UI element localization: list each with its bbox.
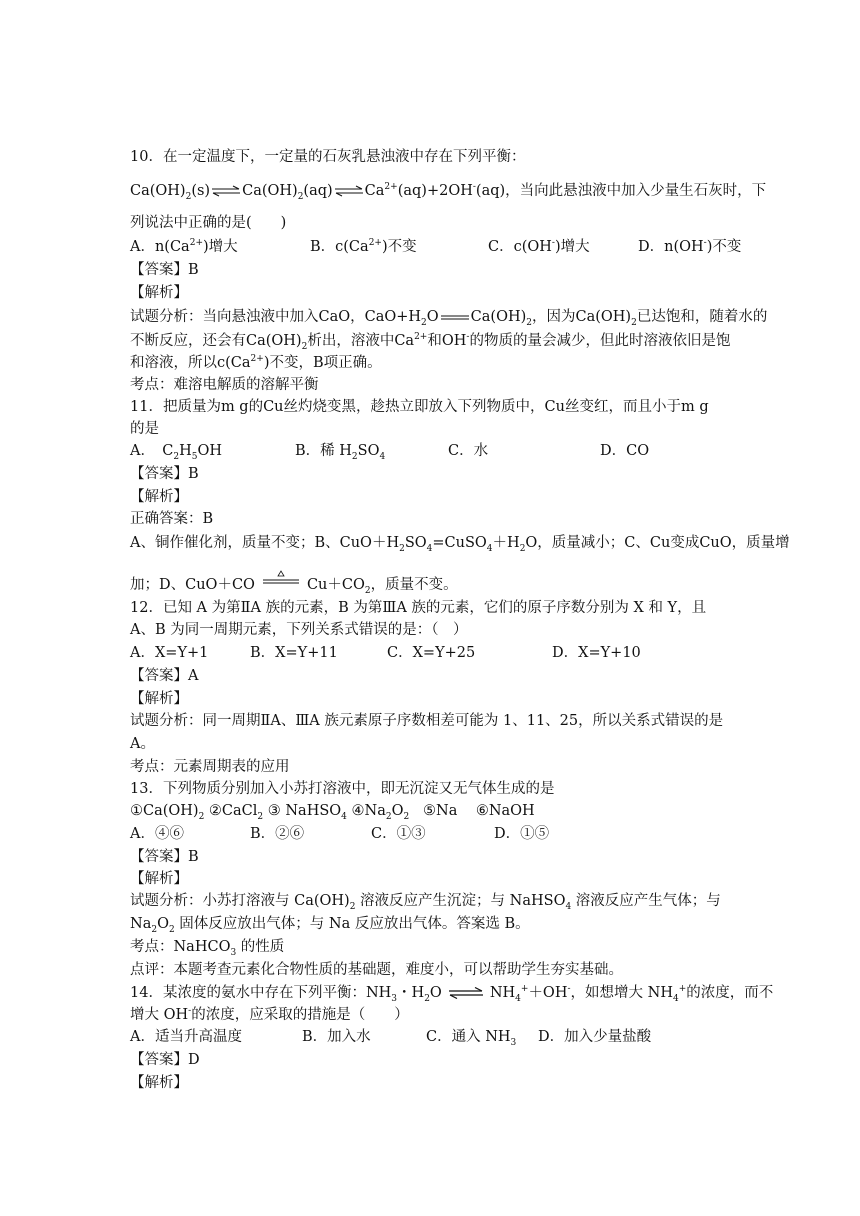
q13-option-c: C．①③ bbox=[371, 826, 426, 842]
q12-point: 考点：元素周期表的应用 bbox=[130, 759, 290, 775]
q11-stem2: 的是 bbox=[130, 421, 159, 437]
q13-point bbox=[130, 936, 284, 958]
q13-point-pre: 考点：NaHCO bbox=[130, 939, 231, 955]
q13-items bbox=[130, 800, 535, 822]
q10-a1-pre: 试题分析：当向悬浊液中加入CaO，CaO+H bbox=[130, 309, 422, 325]
q13-a1-sub: 2 bbox=[349, 901, 356, 912]
q10-a3-end: )不变，B项正确。 bbox=[263, 355, 382, 371]
q11-a2-pre: 加；D、CuO＋CO bbox=[130, 577, 255, 593]
q13-a1-end: 溶液反应产生气体；与 bbox=[571, 893, 721, 909]
q11-a2-end: ，质量不变。 bbox=[370, 577, 458, 593]
q12-analysis-line1: 试题分析：同一周期ⅡA、ⅢA 族元素原子序数相差可能为 1、11、25，所以关系式错误的是 bbox=[130, 713, 724, 729]
q10-analysis-line2 bbox=[130, 330, 730, 352]
q11-option-d: D．CO bbox=[600, 443, 650, 459]
q10-opt-a-pre: A．n(Ca bbox=[130, 239, 190, 255]
q14-stem-sub: 3 bbox=[391, 993, 398, 1004]
q11-analysis-head: 【解析】 bbox=[130, 489, 188, 505]
q14-stem2-sup: - bbox=[188, 1006, 192, 1017]
q11-stem1: 11．把质量为m g的Cu丝灼烧变黑，趁热立即放入下列物质中，Cu丝变红，而且小于m g bbox=[130, 399, 709, 415]
q13-a2-end: 固体反应放出气体；与 Na 反应放出气体。答案选 B。 bbox=[174, 916, 530, 932]
q11-a1-mid: SO bbox=[404, 535, 427, 551]
q13-item-1: ①Ca(OH) bbox=[130, 803, 199, 819]
q13-point-end: 的性质 bbox=[236, 939, 285, 955]
q10-a1-sub2: 2 bbox=[526, 317, 532, 328]
q14-option-d: D．加入少量盐酸 bbox=[538, 1029, 652, 1045]
q10-opt-b-sup: 2+ bbox=[368, 238, 382, 249]
q11-option-a bbox=[130, 440, 222, 462]
q11-answer: 【答案】B bbox=[130, 466, 199, 482]
q14-stem-mid5: ，如想增大 NH bbox=[570, 985, 673, 1001]
q10-analysis-line1 bbox=[130, 306, 767, 328]
q10-eq-b: Ca(OH) bbox=[242, 183, 298, 199]
q11-opt-a-pre: A． C bbox=[130, 443, 174, 459]
q13-option-b: B．②⑥ bbox=[250, 826, 305, 842]
q13-a1-sub2: 4 bbox=[565, 901, 572, 912]
q11-a1-sub4: 2 bbox=[519, 543, 526, 554]
q10-eq-c: Ca bbox=[364, 183, 385, 199]
q13-analysis-line1 bbox=[130, 890, 721, 912]
q11-a1-sub: 2 bbox=[399, 543, 405, 554]
q10-opt-c-sup: - bbox=[551, 238, 555, 249]
q10-stem2-text: 列说法中正确的是( ) bbox=[130, 215, 287, 231]
q14-option-c bbox=[426, 1026, 516, 1048]
q10-a1-end: 已达饱和，随着水的 bbox=[636, 309, 768, 325]
q13-a2-sub2: 2 bbox=[168, 924, 175, 935]
q10-option-a bbox=[130, 236, 238, 258]
q14-stem1 bbox=[130, 982, 773, 1004]
q14-stem-mid2: O bbox=[429, 985, 442, 1001]
q10-opt-a-post: )增大 bbox=[203, 239, 238, 255]
q10-option-d bbox=[638, 236, 741, 258]
q13-option-a: A．④⑥ bbox=[130, 826, 184, 842]
q14-option-b: B．加入水 bbox=[302, 1029, 371, 1045]
q14-stem-sup4: - bbox=[567, 984, 571, 995]
q14-opt-c-sub: 3 bbox=[510, 1037, 517, 1048]
q13-item-4-sub: 2 bbox=[385, 811, 392, 822]
q10-a2-sup2: - bbox=[466, 332, 470, 343]
q13-comment: 点评：本题考查元素化合物性质的基础题，难度小，可以帮助学生夯实基础。 bbox=[130, 962, 623, 978]
q10-eq-c-sup: 2+ bbox=[384, 182, 398, 193]
q10-eq-a: Ca(OH) bbox=[130, 183, 186, 199]
q11-correct: 正确答案：B bbox=[130, 511, 214, 527]
q12-option-b: B．X=Y+11 bbox=[250, 645, 338, 661]
q11-a1-pre: A、铜作催化剂，质量不变；B、CuO＋H bbox=[130, 535, 400, 551]
q13-a1-pre: 试题分析：小苏打溶液与 Ca(OH) bbox=[130, 893, 350, 909]
q13-item-5-6: ⑤Na ⑥NaOH bbox=[409, 803, 535, 819]
q14-stem-end: 的浓度，而不 bbox=[686, 985, 774, 1001]
q10-eq-b-state: (aq) bbox=[303, 183, 333, 199]
q11-opt-a-sub2: 5 bbox=[191, 451, 198, 462]
q14-stem2-pre: 增大 OH bbox=[130, 1007, 189, 1023]
q11-opt-a-sub: 2 bbox=[173, 451, 180, 462]
q13-answer: 【答案】B bbox=[130, 849, 199, 865]
q13-a2-pre: Na bbox=[130, 916, 152, 932]
q11-a2-sub: 2 bbox=[364, 585, 371, 596]
q14-stem-mid3: NH bbox=[489, 985, 516, 1001]
q14-stem-pre: 14．某浓度的氨水中存在下列平衡：NH bbox=[130, 985, 392, 1001]
reaction-equals-icon bbox=[440, 311, 470, 323]
equilibrium-arrow-icon bbox=[211, 185, 241, 197]
q10-a1-tail: ，因为Ca(OH) bbox=[532, 309, 632, 325]
q13-item-2: ②CaCl bbox=[204, 803, 258, 819]
q10-opt-c-post: )增大 bbox=[554, 239, 590, 255]
q13-a1-mid: 溶液反应产生沉淀；与 NaHSO bbox=[355, 893, 566, 909]
q11-opt-a-mid: H bbox=[179, 443, 192, 459]
q10-eq-c-rest: (aq)+2OH bbox=[397, 183, 473, 199]
q13-option-d: D．①⑤ bbox=[494, 826, 550, 842]
q12-answer: 【答案】A bbox=[130, 668, 199, 684]
q14-stem2 bbox=[130, 1004, 409, 1026]
q11-a1-mid2: =CuSO bbox=[432, 535, 487, 551]
q12-option-c: C．X=Y+25 bbox=[387, 645, 476, 661]
q11-opt-b-sub: 2 bbox=[351, 451, 358, 462]
q13-analysis-line2 bbox=[130, 913, 530, 935]
q10-a2-mid: 析出，溶液中Ca bbox=[307, 333, 415, 349]
q14-opt-c-pre: C．通入 NH bbox=[426, 1029, 511, 1045]
q14-answer: 【答案】D bbox=[130, 1052, 200, 1068]
q10-stem bbox=[130, 146, 525, 168]
q10-opt-d-pre: D．n(OH bbox=[638, 239, 704, 255]
q14-stem-sub5: 4 bbox=[672, 993, 679, 1004]
q11-a1-sub2: 4 bbox=[426, 543, 433, 554]
q10-a3-pre: 和溶液，所以c(Ca bbox=[130, 355, 251, 371]
q12-stem1: 12．已知 A 为第ⅡA 族的元素，B 为第ⅢA 族的元素，它们的原子序数分别为 X 和 Y，且 bbox=[130, 600, 707, 616]
q10-a2-sub: 2 bbox=[301, 341, 308, 352]
q12-option-d: D．X=Y+10 bbox=[552, 645, 641, 661]
q13-item-3: ③ NaHSO bbox=[263, 803, 342, 819]
q11-a1-mid3: ＋H bbox=[492, 535, 520, 551]
q10-opt-c-pre: C．c(OH bbox=[488, 239, 552, 255]
q14-analysis-head: 【解析】 bbox=[130, 1075, 188, 1091]
q11-analysis-line2 bbox=[130, 574, 458, 596]
q12-stem2: A、B 为同一周期元素，下列关系式错误的是：（ ） bbox=[130, 622, 468, 638]
q10-equation bbox=[130, 180, 766, 202]
q10-answer: 【答案】B bbox=[130, 262, 199, 278]
q10-a2-sup: 2+ bbox=[414, 332, 428, 343]
q10-eq-b-sub: 2 bbox=[297, 191, 304, 202]
q12-option-a: A．X=Y+1 bbox=[130, 645, 209, 661]
q10-stem2 bbox=[130, 212, 286, 234]
q10-opt-b-pre: B．c(Ca bbox=[310, 239, 369, 255]
q13-item-4: ④Na bbox=[346, 803, 386, 819]
q10-eq-c-sup2: - bbox=[472, 182, 476, 193]
q10-a1-sub3: 2 bbox=[631, 317, 637, 328]
q10-a2-pre: 不断反应，还会有Ca(OH) bbox=[130, 333, 302, 349]
q10-a2-end: 的物质的量会减少，但此时溶液依旧是饱 bbox=[469, 333, 731, 349]
q14-stem-mid: ・H bbox=[397, 985, 425, 1001]
equilibrium-arrow-icon bbox=[334, 185, 364, 197]
q10-eq-a-sub: 2 bbox=[185, 191, 192, 202]
q14-stem-sup3: + bbox=[520, 984, 529, 995]
q13-analysis-head: 【解析】 bbox=[130, 871, 188, 887]
q10-analysis-line3 bbox=[130, 352, 382, 374]
q11-option-c: C．水 bbox=[448, 443, 489, 459]
q10-stem-text: 10．在一定温度下，一定量的石灰乳悬浊液中存在下列平衡： bbox=[130, 149, 526, 165]
q13-item-4-mid: O bbox=[391, 803, 404, 819]
heat-arrow-icon bbox=[261, 577, 301, 593]
q13-item-3-sub: 4 bbox=[341, 811, 347, 822]
q11-analysis-line1 bbox=[130, 532, 790, 554]
q11-a1-sub3: 4 bbox=[486, 543, 493, 554]
q13-item-2-sub: 2 bbox=[257, 811, 264, 822]
q11-opt-a-post: OH bbox=[197, 443, 222, 459]
q14-stem2-end: 的浓度，应采取的措施是（ ） bbox=[191, 1007, 409, 1023]
q13-a2-mid: O bbox=[157, 916, 169, 932]
q10-opt-d-sup: - bbox=[703, 238, 707, 249]
q13-stem: 13．下列物质分别加入小苏打溶液中，即无沉淀又无气体生成的是 bbox=[130, 781, 555, 797]
q10-opt-b-post: )不变 bbox=[381, 239, 417, 255]
q13-item-1-sub: 2 bbox=[198, 811, 205, 822]
q10-option-b bbox=[310, 236, 417, 258]
q14-stem-sup5: + bbox=[678, 984, 687, 995]
q10-a1-sub: 2 bbox=[421, 317, 427, 328]
q10-a1-mid: O bbox=[426, 309, 439, 325]
q10-analysis-head: 【解析】 bbox=[130, 285, 188, 301]
q14-stem-sub3: 4 bbox=[515, 993, 521, 1004]
q14-stem-mid4: ＋OH bbox=[528, 985, 568, 1001]
q14-option-a: A．适当升高温度 bbox=[130, 1029, 242, 1045]
q10-opt-d-post: )不变 bbox=[706, 239, 742, 255]
q10-opt-a-sup: 2+ bbox=[189, 238, 203, 249]
q12-analysis-head: 【解析】 bbox=[130, 691, 188, 707]
q10-option-c bbox=[488, 236, 590, 258]
q13-item-4-sub2: 2 bbox=[403, 811, 410, 822]
q10-point: 考点：难溶电解质的溶解平衡 bbox=[130, 377, 319, 393]
q10-a2-mid2: 和OH bbox=[427, 333, 467, 349]
q12-analysis-line2: A。 bbox=[130, 736, 155, 752]
q13-a2-sub: 2 bbox=[151, 924, 158, 935]
q11-a1-end: O，质量减小；C、Cu变成CuO，质量增 bbox=[525, 535, 790, 551]
q11-option-b bbox=[295, 440, 385, 462]
q11-a2-mid: Cu＋CO bbox=[306, 577, 365, 593]
q10-eq-c-tail: (aq)，当向此悬浊液中加入少量生石灰时，下 bbox=[475, 183, 767, 199]
equilibrium-arrow-icon bbox=[448, 987, 484, 999]
q11-opt-b-mid: SO bbox=[357, 443, 380, 459]
q11-opt-b-sub2: 4 bbox=[379, 451, 386, 462]
q13-point-sub: 3 bbox=[230, 947, 237, 958]
q10-a3-sup: 2+ bbox=[250, 354, 264, 365]
q11-opt-b-pre: B．稀 H bbox=[295, 443, 352, 459]
q10-eq-a-state: (s) bbox=[191, 183, 211, 199]
q10-a1-post: Ca(OH) bbox=[470, 309, 527, 325]
q14-stem-sub2: 2 bbox=[424, 993, 430, 1004]
